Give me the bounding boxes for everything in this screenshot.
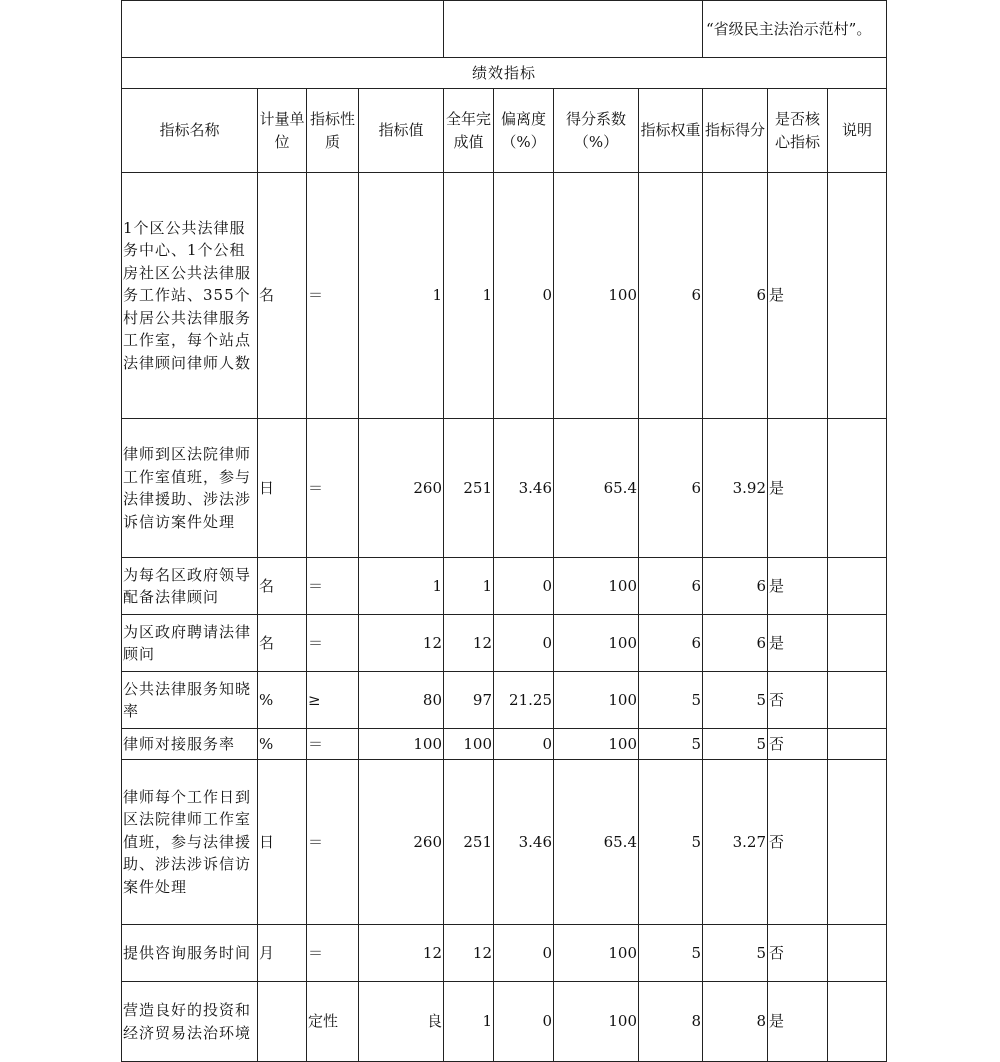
cell-remark: [828, 982, 887, 1062]
cell-nature: ＝: [307, 173, 359, 419]
cell-unit: [258, 982, 307, 1062]
cell-score-coef: 100: [554, 925, 639, 982]
cell-nature: ＝: [307, 558, 359, 615]
cell-unit: 名: [258, 558, 307, 615]
table-row: [122, 729, 887, 760]
cell-weight: 5: [639, 672, 703, 729]
cell-weight: 6: [639, 558, 703, 615]
top-note-text: “省级民主法治示范村”。: [706, 19, 872, 38]
cell-name: 为每名区政府领导配备法律顾问: [122, 558, 258, 615]
cell-actual: 100: [444, 729, 494, 760]
cell-score: 5: [703, 729, 768, 760]
header-actual: 全年完成值: [444, 89, 494, 173]
cell-core: 是: [768, 615, 828, 672]
table-row: [122, 925, 887, 982]
cell-core: 是: [768, 982, 828, 1062]
cell-actual: 1: [444, 558, 494, 615]
cell-deviation: 21.25: [494, 672, 554, 729]
cell-remark: [828, 760, 887, 925]
cell-actual: 251: [444, 419, 494, 558]
cell-name: 律师对接服务率: [122, 729, 258, 760]
cell-score-coef: 100: [554, 729, 639, 760]
header-score-coef: 得分系数（%）: [554, 89, 639, 173]
cell-deviation: 3.46: [494, 419, 554, 558]
cell-weight: 6: [639, 615, 703, 672]
cell-target: 1: [359, 173, 444, 419]
section-title: 绩效指标: [122, 58, 887, 89]
cell-unit: 月: [258, 925, 307, 982]
cell-core: 是: [768, 558, 828, 615]
cell-weight: 5: [639, 925, 703, 982]
cell-actual: 12: [444, 925, 494, 982]
cell-score-coef: 65.4: [554, 419, 639, 558]
cell-score: 6: [703, 615, 768, 672]
cell-nature: 定性: [307, 982, 359, 1062]
table-body: [122, 1, 887, 1062]
header-nature: 指标性质: [307, 89, 359, 173]
header-target: 指标值: [359, 89, 444, 173]
top-note-cell: [703, 1, 887, 58]
cell-target: 12: [359, 615, 444, 672]
cell-score: 3.27: [703, 760, 768, 925]
cell-unit: 日: [258, 419, 307, 558]
header-name: 指标名称: [122, 89, 258, 173]
cell-remark: [828, 173, 887, 419]
cell-nature: ≥: [307, 672, 359, 729]
cell-score: 6: [703, 173, 768, 419]
cell-score: 5: [703, 672, 768, 729]
header-deviation: 偏离度（%）: [494, 89, 554, 173]
header-remark: 说明: [828, 89, 887, 173]
cell-weight: 6: [639, 173, 703, 419]
cell-remark: [828, 729, 887, 760]
cell-core: 否: [768, 760, 828, 925]
cell-remark: [828, 925, 887, 982]
cell-score: 3.92: [703, 419, 768, 558]
cell-weight: 5: [639, 760, 703, 925]
cell-nature: ＝: [307, 760, 359, 925]
cell-core: 否: [768, 672, 828, 729]
cell-deviation: 3.46: [494, 760, 554, 925]
cell-target: 12: [359, 925, 444, 982]
cell-name: 营造良好的投资和经济贸易法治环境: [122, 982, 258, 1062]
cell-score-coef: 65.4: [554, 760, 639, 925]
cell-actual: 251: [444, 760, 494, 925]
cell-name: 1个区公共法律服务中心、1个公租房社区公共法律服务工作站、355个村居公共法律服务工作室，每个站点法律顾问律师人数: [122, 173, 258, 419]
cell-deviation: 0: [494, 925, 554, 982]
cell-deviation: 0: [494, 558, 554, 615]
cell-deviation: 0: [494, 982, 554, 1062]
cell-remark: [828, 672, 887, 729]
section-row: [122, 58, 887, 89]
cell-score: 5: [703, 925, 768, 982]
performance-table: [121, 0, 887, 1062]
cell-actual: 97: [444, 672, 494, 729]
table-row: [122, 558, 887, 615]
cell-name: 为区政府聘请法律顾问: [122, 615, 258, 672]
header-weight: 指标权重: [639, 89, 703, 173]
cell-nature: ＝: [307, 729, 359, 760]
cell-target: 80: [359, 672, 444, 729]
cell-core: 否: [768, 729, 828, 760]
cell-unit: 日: [258, 760, 307, 925]
cell-unit: 名: [258, 173, 307, 419]
cell-name: 律师到区法院律师工作室值班，参与法律援助、涉法涉诉信访案件处理: [122, 419, 258, 558]
table-row: [122, 672, 887, 729]
cell-score-coef: 100: [554, 615, 639, 672]
cell-nature: ＝: [307, 615, 359, 672]
cell-name: 律师每个工作日到区法院律师工作室值班，参与法律援助、涉法涉诉信访案件处理: [122, 760, 258, 925]
header-row: [122, 89, 887, 173]
cell-score-coef: 100: [554, 173, 639, 419]
top-blank-cell-1: [122, 1, 444, 58]
table-row: [122, 615, 887, 672]
cell-target: 260: [359, 760, 444, 925]
cell-remark: [828, 558, 887, 615]
header-score: 指标得分: [703, 89, 768, 173]
cell-weight: 6: [639, 419, 703, 558]
header-unit: 计量单位: [258, 89, 307, 173]
table-row: [122, 173, 887, 419]
table-row: [122, 982, 887, 1062]
cell-unit: %: [258, 729, 307, 760]
cell-score-coef: 100: [554, 672, 639, 729]
cell-remark: [828, 615, 887, 672]
cell-name: 公共法律服务知晓率: [122, 672, 258, 729]
cell-score-coef: 100: [554, 982, 639, 1062]
cell-unit: 名: [258, 615, 307, 672]
top-row: [122, 1, 887, 58]
cell-target: 100: [359, 729, 444, 760]
cell-target: 1: [359, 558, 444, 615]
cell-core: 是: [768, 173, 828, 419]
cell-target: 良: [359, 982, 444, 1062]
cell-core: 是: [768, 419, 828, 558]
cell-actual: 12: [444, 615, 494, 672]
cell-unit: %: [258, 672, 307, 729]
cell-deviation: 0: [494, 729, 554, 760]
cell-target: 260: [359, 419, 444, 558]
cell-score: 6: [703, 558, 768, 615]
cell-remark: [828, 419, 887, 558]
cell-name: 提供咨询服务时间: [122, 925, 258, 982]
table-row: [122, 760, 887, 925]
header-core: 是否核心指标: [768, 89, 828, 173]
table-row: [122, 419, 887, 558]
cell-deviation: 0: [494, 173, 554, 419]
top-blank-cell-2: [444, 1, 703, 58]
cell-score: 8: [703, 982, 768, 1062]
cell-score-coef: 100: [554, 558, 639, 615]
cell-weight: 8: [639, 982, 703, 1062]
cell-nature: ＝: [307, 419, 359, 558]
cell-core: 否: [768, 925, 828, 982]
cell-actual: 1: [444, 173, 494, 419]
cell-actual: 1: [444, 982, 494, 1062]
cell-nature: ＝: [307, 925, 359, 982]
cell-weight: 5: [639, 729, 703, 760]
cell-deviation: 0: [494, 615, 554, 672]
